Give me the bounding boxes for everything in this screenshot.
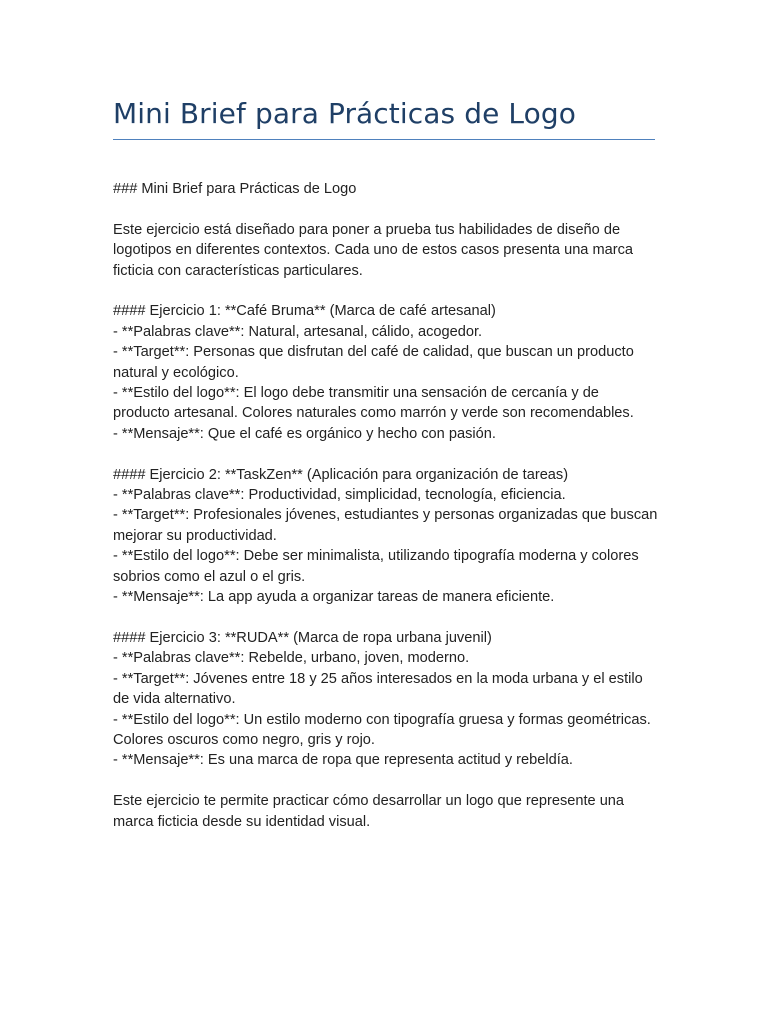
exercise-heading: #### Ejercicio 2: **TaskZen** (Aplicación para organización de tareas) xyxy=(113,466,569,483)
exercise-block-1 xyxy=(113,301,658,444)
exercise-style: - **Estilo del logo**: Debe ser minimalista, utilizando tipografía moderna y colores sobrios como el azul o el gris. xyxy=(113,548,639,585)
exercise-heading: #### Ejercicio 1: **Café Bruma** (Marca de café artesanal) xyxy=(113,303,496,320)
exercise-message: - **Mensaje**: La app ayuda a organizar tareas de manera eficiente. xyxy=(113,589,555,606)
intro-paragraph: Este ejercicio está diseñado para poner a prueba tus habilidades de diseño de logotipos en diferentes contextos. Cada uno de estos casos presenta una marca ficticia con características particulares. xyxy=(113,221,634,279)
exercise-target: - **Target**: Profesionales jóvenes, estudiantes y personas organizadas que buscan mejorar su productividad. xyxy=(113,507,658,544)
exercise-target: - **Target**: Personas que disfrutan del café de calidad, que buscan un producto natural y ecológico. xyxy=(113,344,634,381)
markdown-heading: ### Mini Brief para Prácticas de Logo xyxy=(113,181,357,197)
exercise-keywords: - **Palabras clave**: Natural, artesanal, cálido, acogedor. xyxy=(113,323,483,340)
exercise-target: - **Target**: Jóvenes entre 18 y 25 años interesados en la moda urbana y el estilo de vida alternativo. xyxy=(113,670,643,708)
exercise-heading: #### Ejercicio 3: **RUDA** (Marca de ropa urbana juvenil) xyxy=(113,629,492,646)
document-title: Mini Brief para Prácticas de Logo xyxy=(113,97,576,130)
exercise-message: - **Mensaje**: Es una marca de ropa que representa actitud y rebeldía. xyxy=(113,752,573,769)
exercise-style: - **Estilo del logo**: Un estilo moderno con tipografía gruesa y formas geométricas. Colores oscuros como negro, gris y rojo. xyxy=(113,711,651,748)
title-underline xyxy=(113,139,655,140)
closing-paragraph: Este ejercicio te permite practicar cómo desarrollar un logo que represente una marca ficticia desde su identidad visual. xyxy=(113,793,625,830)
exercise-message: - **Mensaje**: Que el café es orgánico y hecho con pasión. xyxy=(113,425,496,442)
exercise-keywords: - **Palabras clave**: Rebelde, urbano, joven, moderno. xyxy=(113,650,470,667)
exercise-block-2 xyxy=(113,465,658,608)
exercise-keywords: - **Palabras clave**: Productividad, simplicidad, tecnología, eficiencia. xyxy=(113,487,566,504)
document-body xyxy=(113,179,658,852)
exercise-block-3 xyxy=(113,628,658,771)
exercise-style: - **Estilo del logo**: El logo debe transmitir una sensación de cercanía y de producto artesanal. Colores naturales como marrón y verde son recomendables. xyxy=(113,385,634,422)
